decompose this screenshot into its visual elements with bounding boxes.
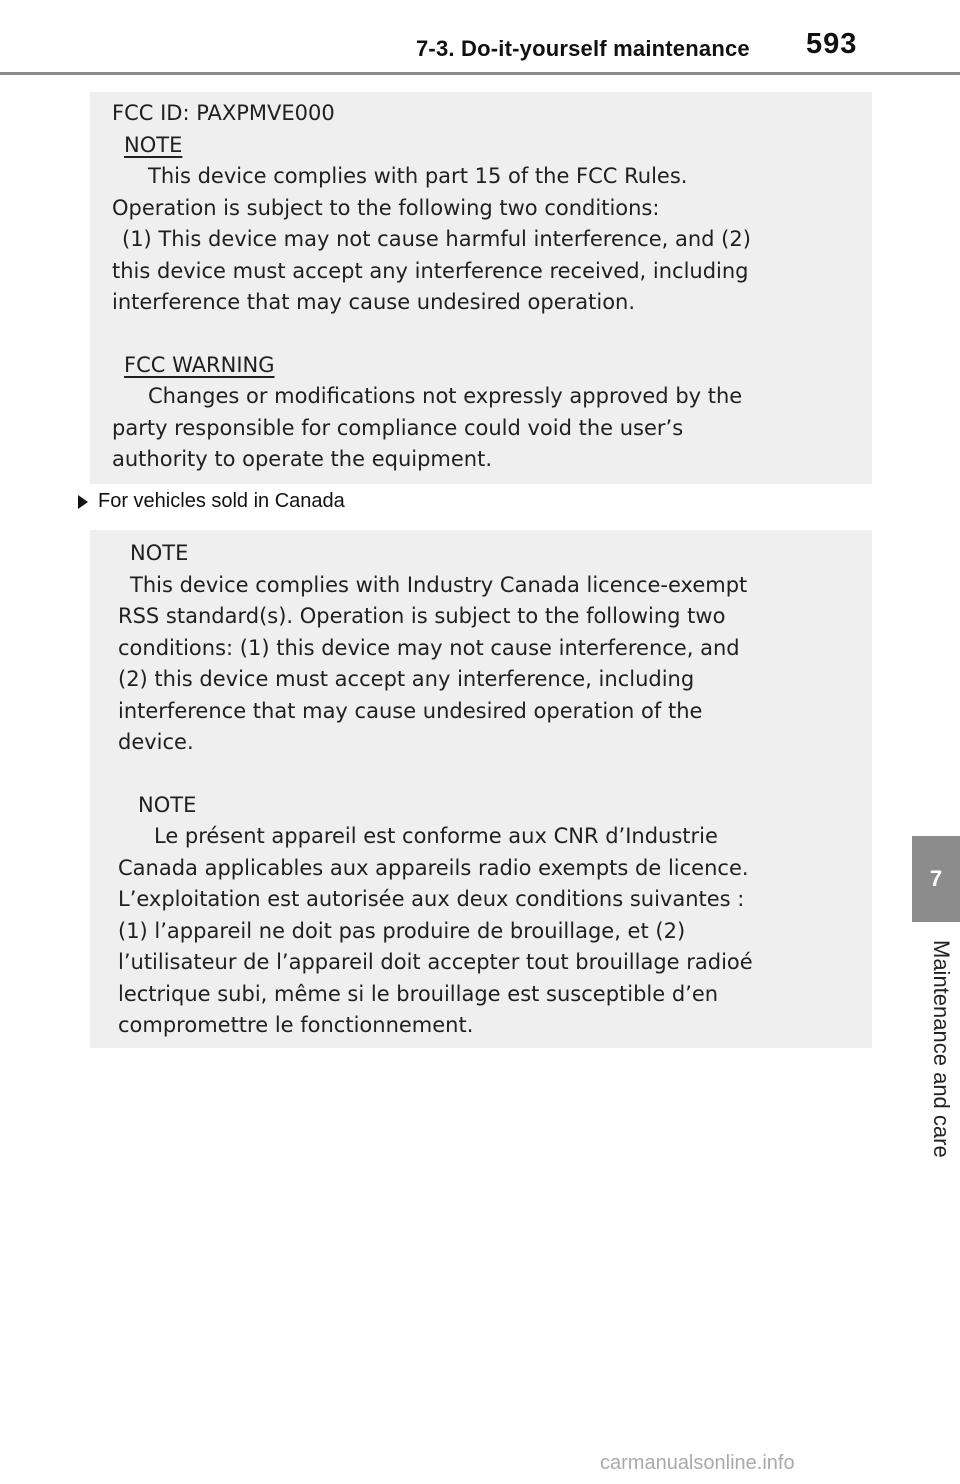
canada-text-line-fr: (1) l’appareil ne doit pas produire de brouillage, et (2) — [118, 918, 686, 943]
canada-text-line-fr: lectrique subi, même si le brouillage est susceptible d’en — [118, 981, 719, 1006]
canada-text-line-fr: compromettre le fonctionnement. — [118, 1013, 474, 1037]
canada-text-line-fr: Canada applicables aux appareils radio exempts de licence. — [118, 855, 749, 880]
triangle-bullet-icon — [78, 495, 88, 509]
fcc-text-line: Operation is subject to the following two conditions: — [112, 195, 660, 220]
canada-text-line-fr: Le présent appareil est conforme aux CNR d’Industrie — [154, 824, 718, 848]
header-divider — [0, 72, 960, 75]
canada-text-line: device. — [118, 730, 194, 754]
fcc-text-line: party responsible for compliance could void the user’s — [112, 415, 684, 440]
fcc-text-line: Changes or modifications not expressly approved by the — [148, 384, 743, 408]
chapter-tab: 7 — [912, 836, 960, 922]
page-header — [0, 0, 960, 80]
fcc-label-image — [90, 92, 872, 484]
fcc-text-line: This device complies with part 15 of the FCC Rules. — [148, 164, 688, 188]
page-number: 593 — [806, 28, 858, 60]
canada-text-line-fr: l’utilisateur de l’appareil doit accepter tout brouillage radioé — [118, 950, 753, 974]
fcc-text-line: (1) This device may not cause harmful interference, and (2) — [122, 227, 751, 251]
fcc-warning-heading: FCC WARNING — [124, 352, 275, 377]
canada-heading — [78, 490, 345, 513]
canada-text-line: (2) this device must accept any interference, including — [118, 667, 695, 691]
fcc-id-line: FCC ID: PAXPMVE000 — [112, 101, 335, 125]
fcc-text-line: authority to operate the equipment. — [112, 447, 493, 471]
canada-text-line-fr: L’exploitation est autorisée aux deux conditions suivantes : — [118, 887, 745, 911]
canada-text-line: conditions: (1) this device may not cause interference, and — [118, 635, 740, 660]
fcc-note-heading: NOTE — [124, 132, 183, 157]
watermark: carmanualsonline.info — [600, 1452, 795, 1474]
canada-text-line: interference that may cause undesired operation of the — [118, 698, 703, 723]
canada-text-line: This device complies with Industry Canada licence-exempt — [130, 572, 748, 597]
fcc-text-line: interference that may cause undesired operation. — [112, 290, 636, 314]
canada-label-image — [90, 530, 872, 1048]
fcc-text-line: this device must accept any interference received, including — [112, 258, 749, 283]
canada-heading-text: For vehicles sold in Canada — [98, 490, 345, 512]
section-title: 7-3. Do-it-yourself maintenance — [416, 36, 750, 61]
canada-note-heading-fr: NOTE — [138, 792, 197, 817]
canada-text-line: RSS standard(s). Operation is subject to the following two — [118, 604, 726, 628]
canada-note-heading: NOTE — [130, 541, 189, 565]
chapter-title: Maintenance and care — [929, 940, 954, 1158]
